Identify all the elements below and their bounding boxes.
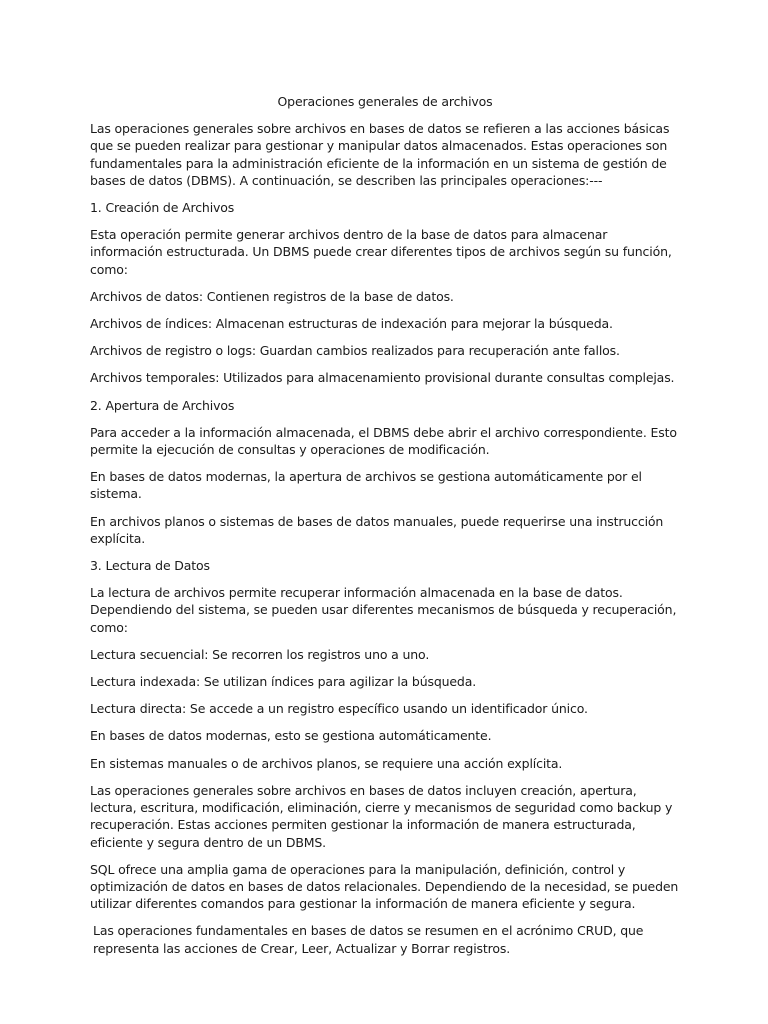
intro-paragraph: Las operaciones generales sobre archivos en bases de datos se refieren a las acciones básicas que se pueden realizar para gestionar y manipular datos almacenados. Estas operaciones son fundamentales para la administración eficiente de la información en un sistema de gestión de bases de datos (DBMS). A continuación, se describen las principales operaciones:---: [90, 121, 670, 188]
paragraph-lectura-modernas: En bases de datos modernas, esto se gestiona automáticamente.: [90, 728, 492, 744]
list-item-archivos-indices: Archivos de índices: Almacenan estructuras de indexación para mejorar la búsqueda.: [90, 316, 613, 332]
list-item-archivos-temporales: Archivos temporales: Utilizados para almacenamiento provisional durante consultas complejas.: [90, 370, 675, 386]
document-title: Operaciones generales de archivos: [277, 94, 493, 109]
list-item-archivos-datos: Archivos de datos: Contienen registros de la base de datos.: [90, 288, 454, 304]
crud-paragraph: Las operaciones fundamentales en bases de datos se resumen en el acrónimo CRUD, que representa las acciones de Crear, Leer, Actualizar y Borrar registros.: [93, 923, 644, 956]
summary-paragraph: Las operaciones generales sobre archivos en bases de datos incluyen creación, apertura, lectura, escritura, modificación, eliminación, cierre y mecanismos de seguridad como backup y recuperación. Estas acciones permiten gestionar la información de manera estructurada, eficiente y segura dentro de un DBMS.: [90, 782, 673, 850]
list-item-lectura-directa: Lectura directa: Se accede a un registro específico usando un identificador único.: [90, 701, 588, 717]
section-heading-lectura: 3. Lectura de Datos: [90, 558, 210, 574]
section-heading-creacion: 1. Creación de Archivos: [90, 200, 235, 216]
paragraph-apertura: Para acceder a la información almacenada, el DBMS debe abrir el archivo correspondiente. Esto permite la ejecución de consultas y operaciones de modificación.: [90, 424, 677, 458]
section-heading-apertura: 2. Apertura de Archivos: [90, 397, 235, 413]
list-item-archivos-logs: Archivos de registro o logs: Guardan cambios realizados para recuperación ante fallos.: [90, 343, 620, 359]
list-item-lectura-secuencial: Lectura secuencial: Se recorren los registros uno a uno.: [90, 646, 430, 662]
document-body: [90, 93, 680, 967]
paragraph-creacion: Esta operación permite generar archivos dentro de la base de datos para almacenar información estructurada. Un DBMS puede crear diferentes tipos de archivos según su función, como:: [90, 227, 672, 277]
paragraph-apertura-planos: En archivos planos o sistemas de bases de datos manuales, puede requerirse una instrucción explícita.: [90, 513, 664, 546]
paragraph-lectura-manuales: En sistemas manuales o de archivos planos, se requiere una acción explícita.: [90, 755, 563, 771]
list-item-lectura-indexada: Lectura indexada: Se utilizan índices para agilizar la búsqueda.: [90, 674, 477, 690]
sql-paragraph: SQL ofrece una amplia gama de operaciones para la manipulación, definición, control y optimización de datos en bases de datos relacionales. Dependiendo de la necesidad, se pueden utilizar diferentes comandos para gestionar la información de manera eficiente y segura.: [90, 861, 679, 912]
paragraph-apertura-modernas: En bases de datos modernas, la apertura de archivos se gestiona automáticamente por el sistema.: [90, 469, 642, 502]
paragraph-lectura: La lectura de archivos permite recuperar información almacenada en la base de datos. Dependiendo del sistema, se pueden usar diferentes mecanismos de búsqueda y recuperación, como:: [90, 585, 677, 635]
